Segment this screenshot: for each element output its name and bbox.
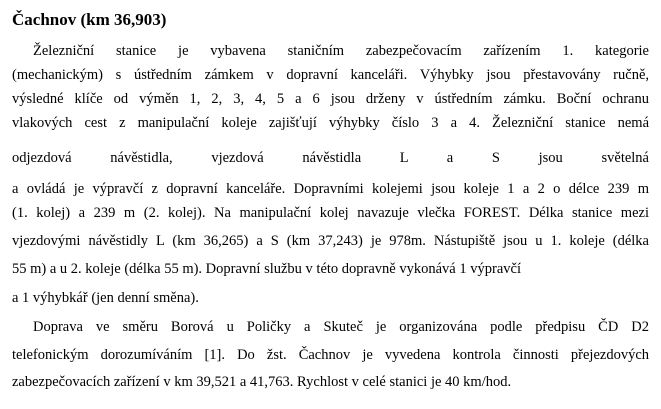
section-heading: Čachnov (km 36,903) (12, 10, 167, 29)
paragraph-line: a 1 výhybkář (jen denní směna). (12, 290, 199, 306)
paragraph-line: Železniční stanice je vybavena staničním zabezpečovacím zařízením 1. kategorie (33, 43, 649, 59)
paragraph-line: (mechanickým) s ústředním zámkem v dopravní kanceláři. Výhybky jsou přestavovány ručně, (12, 67, 649, 83)
paragraph-line: výsledné klíče od výměn 1, 2, 3, 4, 5 a 6 jsou drženy v ústředním zámku. Boční ochranu (12, 91, 649, 107)
paragraph-line: vjezdovými návěstidly L (km 36,265) a S (km 37,243) je 978m. Nástupiště jsou u 1. koleje (délka (12, 233, 649, 249)
paragraph-line: odjezdová návěstidla, vjezdová návěstidla L a S jsou světelná (12, 150, 649, 166)
paragraph-line: (1. kolej) a 239 m (2. kolej). Na manipulační kolej navazuje vlečka FOREST. Délka stanice mezi (12, 205, 649, 221)
paragraph-line: Doprava ve směru Borová u Poličky a Skuteč je organizována podle předpisu ČD D2 (33, 319, 649, 335)
paragraph-line: 55 m) a u 2. koleje (délka 55 m). Dopravní službu v této dopravně vykonává 1 výpravčí (12, 261, 521, 277)
paragraph-line: a ovládá je výpravčí z dopravní kanceláře. Dopravními kolejemi jsou koleje 1 a 2 o délce 239 m (12, 181, 649, 197)
paragraph-line: zabezpečovacích zařízení v km 39,521 a 41,763. Rychlost v celé stanici je 40 km/hod. (12, 374, 512, 390)
paragraph-line: vlakových cest z manipulační koleje zajišťují výhybky číslo 3 a 4. Železniční stanice nemá (12, 115, 649, 131)
paragraph-line: telefonickým dorozumíváním [1]. Do žst. Čachnov je vyvedena kontrola činnosti přejezdových (12, 347, 649, 363)
